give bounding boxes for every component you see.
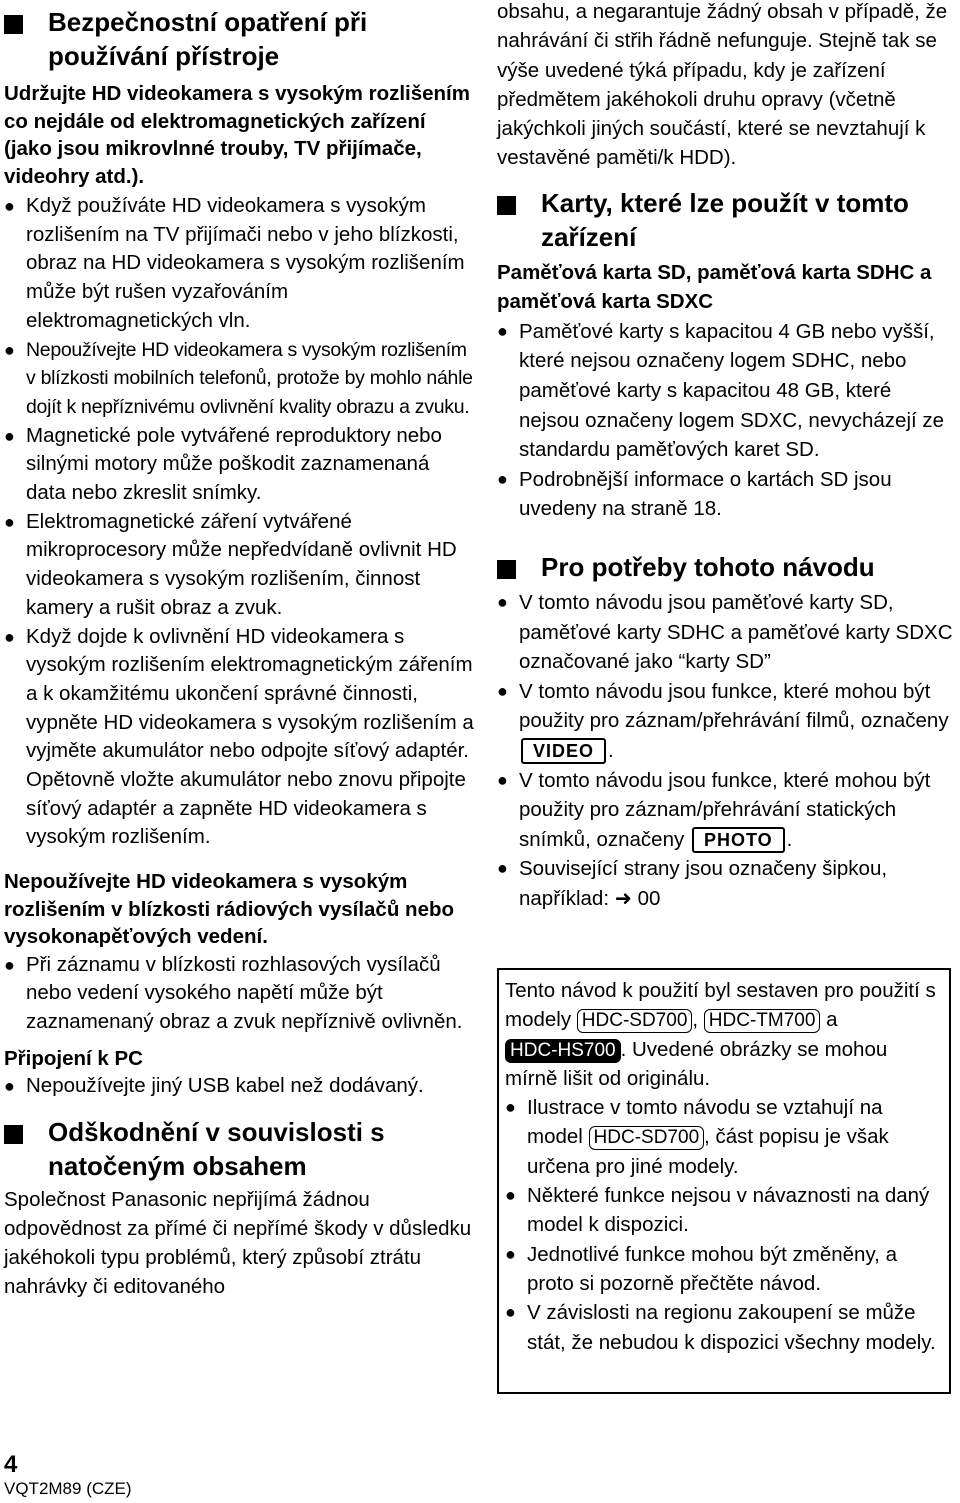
pc-connection-list bbox=[4, 1072, 474, 1101]
list-item: ● Nepoužívejte HD videokamera s vysokým rozlišením v blízkosti mobilních telefonů, protože by mohlo náhle dojít k nepříznivému ovlivnění kvality obrazu a zvuku. bbox=[4, 336, 474, 422]
page-number: 4 bbox=[4, 1451, 18, 1478]
list-item: ● Když používáte HD videokamera s vysokým rozlišením na TV přijímači nebo v jeho blízkosti, obraz na HD videokamera s vysokým rozlišením může být rušen vyzařováním elektromagnetických vln. bbox=[4, 194, 465, 332]
bullet-dot-icon: ● bbox=[497, 858, 508, 879]
list-item: ● V tomto návodu jsou funkce, které mohou být použity pro záznam/přehrávání statických snímků, označeny PHOTO . bbox=[497, 766, 957, 855]
compensation-text: Společnost Panasonic nepřijímá žádnou odpovědnost za přímé či nepřímé škody v důsledku jakéhokoli typu problémů, který způsobí ztrátu nahrávky či editovaného bbox=[4, 1187, 472, 1298]
model-badge-sd700: HDC-SD700 bbox=[577, 1009, 693, 1033]
square-bullet-icon bbox=[497, 196, 516, 215]
bullet-dot-icon: ● bbox=[4, 339, 15, 360]
section-title: Odškodnění v souvislosti s natočeným obsahem bbox=[48, 1116, 385, 1181]
cards-bullet-list bbox=[497, 317, 957, 524]
section-title: Bezpečnostní opatření při používání přístroje bbox=[48, 7, 368, 71]
radio-warning-heading: Nepoužívejte HD videokamera s vysokým rozlišením v blízkosti rádiových vysílačů nebo vysokonapěťových vedení. bbox=[4, 870, 455, 949]
model-badge-sd700: HDC-SD700 bbox=[589, 1126, 705, 1150]
bullet-dot-icon: ● bbox=[497, 468, 508, 489]
bullet-dot-icon: ● bbox=[497, 320, 508, 341]
bullet-dot-icon: ● bbox=[4, 626, 15, 647]
page-reference: 00 bbox=[637, 886, 661, 910]
list-item: ● Magnetické pole vytvářené reproduktory nebo silnými motory může poškodit zaznamenaná data nebo zkreslit snímky. bbox=[4, 423, 442, 505]
square-bullet-icon bbox=[4, 15, 23, 34]
photo-mode-icon: PHOTO bbox=[692, 827, 785, 853]
bullet-dot-icon: ● bbox=[497, 769, 508, 790]
bullet-dot-icon: ● bbox=[4, 954, 15, 975]
bullet-dot-icon: ● bbox=[4, 511, 15, 532]
list-item: ● Jednotlivé funkce mohou být změněny, a proto si pozorně přečtěte návod. bbox=[505, 1240, 943, 1299]
bullet-dot-icon: ● bbox=[497, 591, 508, 612]
bullet-dot-icon: ● bbox=[505, 1097, 516, 1118]
list-item: ● V tomto návodu jsou funkce, které mohou být použity pro záznam/přehrávání filmů, označeny VIDEO . bbox=[497, 677, 957, 766]
manual-bullet-list bbox=[497, 588, 957, 914]
model-info-box bbox=[497, 968, 951, 1394]
list-item: ● Elektromagnetické záření vytvářené mikroprocesory může nepředvídaně ovlivnit HD videokamera s vysokým rozlišením, činnost kamery a rušit obraz a zvuk. bbox=[4, 509, 457, 619]
pc-connection-heading: Připojení k PC bbox=[4, 1046, 143, 1070]
bullet-dot-icon: ● bbox=[4, 1076, 15, 1097]
compensation-continued-text: obsahu, a negarantuje žádný obsah v případě, že nahrávání či střih řádně nefunguje. Stejně tak se výše uvedené týká případu, kdy je zařízení předmětem jakéhokoli druhu opravy (včetně jakýchkoli jiných součástí, které se nevztahují k vestavěné paměti/k HDD). bbox=[497, 0, 948, 170]
section-heading-cards bbox=[497, 186, 957, 254]
safety-bullet-list bbox=[4, 192, 474, 852]
bullet-dot-icon: ● bbox=[505, 1243, 516, 1264]
list-item: ● Některé funkce nejsou v návaznosti na daný model k dispozici. bbox=[505, 1181, 943, 1240]
list-item: ● Ilustrace v tomto návodu se vztahují na model HDC-SD700 , část popisu je však určena pro jiné modely. bbox=[505, 1093, 943, 1181]
list-item: ● Při záznamu v blízkosti rozhlasových vysílačů nebo vedení vysokého napětí může být zaznamenaný obraz a zvuk nepříznivě ovlivněn. bbox=[4, 952, 463, 1034]
bullet-dot-icon: ● bbox=[505, 1302, 516, 1323]
model-badge-tm700: HDC-TM700 bbox=[704, 1009, 821, 1033]
list-item: ● Paměťové karty s kapacitou 4 GB nebo vyšší, které nejsou označeny logem SDHC, nebo paměťové karty s kapacitou 48 GB, které nejsou označeny logem SDXC, nevycházejí ze standardu paměťových karet SD. bbox=[497, 317, 957, 465]
list-item: ● V závislosti na regionu zakoupení se může stát, že nebudou k dispozici všechny modely. bbox=[505, 1298, 943, 1357]
document-code: VQT2M89 (CZE) bbox=[4, 1479, 132, 1498]
list-item: ● Související strany jsou označeny šipkou, například: ➜ 00 bbox=[497, 854, 957, 913]
bullet-dot-icon: ● bbox=[505, 1185, 516, 1206]
safety-intro: Udržujte HD videokamera s vysokým rozlišením co nejdále od elektromagnetických zařízení (jako jsou mikrovlnné trouby, TV přijímače, videohry atd.). bbox=[4, 82, 470, 188]
model-info-list bbox=[505, 1093, 943, 1357]
radio-warning-list bbox=[4, 951, 474, 1037]
list-item: ● Nepoužívejte jiný USB kabel než dodávaný. bbox=[4, 1072, 474, 1101]
arrow-right-icon: ➜ bbox=[614, 886, 632, 910]
list-item: ● Podrobnější informace o kartách SD jsou uvedeny na straně 18. bbox=[497, 465, 957, 524]
left-column bbox=[4, 0, 474, 1301]
section-heading-manual bbox=[497, 550, 957, 584]
bullet-dot-icon: ● bbox=[4, 425, 15, 446]
model-info-intro: Tento návod k použití byl sestaven pro použití s modely HDC-SD700 , HDC-TM700 a HDC-HS700 . Uvedené obrázky se mohou mírně lišit od originálu. bbox=[505, 979, 936, 1090]
section-heading-compensation bbox=[4, 1115, 474, 1183]
square-bullet-icon bbox=[4, 1125, 23, 1144]
right-column bbox=[497, 0, 957, 913]
cards-subheading: Paměťová karta SD, paměťová karta SDHC a paměťová karta SDXC bbox=[497, 260, 932, 314]
section-heading-safety bbox=[4, 5, 474, 73]
video-mode-icon: VIDEO bbox=[521, 738, 606, 764]
list-item: ● Když dojde k ovlivnění HD videokamera s vysokým rozlišením elektromagnetickým zářením a k okamžitému ukončení správné činnosti, vypněte HD videokamera s vysokým rozlišením a vyjměte akumulátor nebo odpojte síťový adaptér. Opětovně vložte akumulátor nebo znovu připojte síťový adaptér a zapněte HD videokamera s vysokým rozlišením. bbox=[4, 624, 474, 849]
model-badge-hs700: HDC-HS700 bbox=[505, 1039, 621, 1063]
section-title: Pro potřeby tohoto návodu bbox=[541, 551, 875, 582]
list-item: ● V tomto návodu jsou paměťové karty SD, paměťové karty SDHC a paměťové karty SDXC označované jako “karty SD” bbox=[497, 588, 957, 677]
square-bullet-icon bbox=[497, 560, 516, 579]
bullet-dot-icon: ● bbox=[497, 680, 508, 701]
bullet-dot-icon: ● bbox=[4, 196, 15, 216]
section-title: Karty, které lze použít v tomto zařízení bbox=[541, 187, 909, 252]
